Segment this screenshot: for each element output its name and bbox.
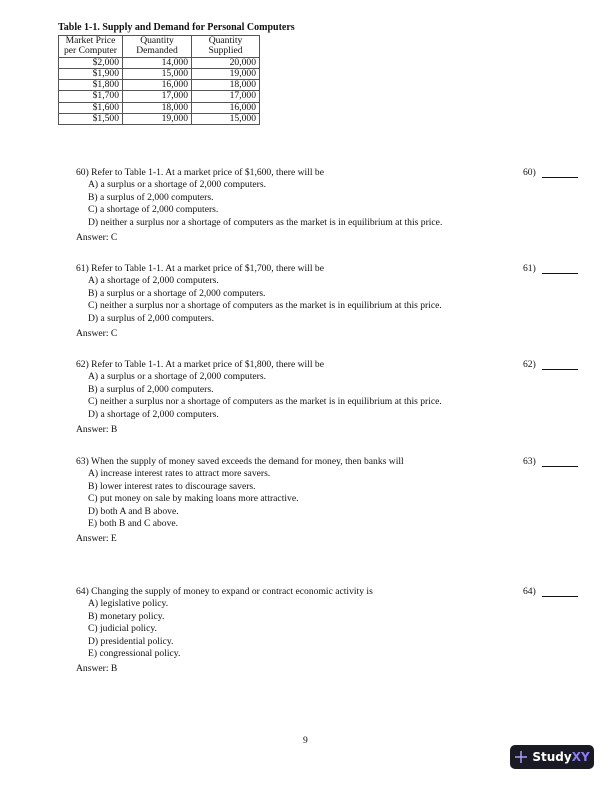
question-62 xyxy=(76,359,546,436)
answer-option: B) a surplus or a shortage of 2,000 computers. xyxy=(88,287,266,299)
table-cell: 15,000 xyxy=(123,68,192,79)
answer-option: E) both B and C above. xyxy=(88,518,179,530)
table-cell: $1,500 xyxy=(59,114,123,125)
answer-blank xyxy=(542,466,578,467)
answer-option: C) put money on sale by making loans more attractive. xyxy=(88,493,299,505)
table-cell: 16,000 xyxy=(123,80,192,91)
table-cell: 15,000 xyxy=(192,114,260,125)
header-text: Supplied xyxy=(208,45,243,57)
question-text: 61) Refer to Table 1-1. At a market price of $1,700, there will be xyxy=(76,263,324,274)
table-row xyxy=(59,68,260,79)
answer-option: B) a surplus of 2,000 computers. xyxy=(88,383,214,395)
answer-option: C) a shortage of 2,000 computers. xyxy=(88,204,219,216)
table-cell: 19,000 xyxy=(123,114,192,125)
answer-option: A) increase interest rates to attract more savers. xyxy=(88,468,271,480)
answer-key: Answer: B xyxy=(76,663,118,675)
logo-text: Study xyxy=(532,750,572,764)
question-64 xyxy=(76,586,546,676)
question-60 xyxy=(76,167,546,244)
table-cell: 16,000 xyxy=(192,102,260,113)
answer-key: Answer: E xyxy=(76,533,117,545)
header-text: per Computer xyxy=(63,45,118,57)
table-row xyxy=(59,57,260,68)
table-cell: 20,000 xyxy=(192,57,260,68)
question-number: 63) xyxy=(523,456,536,467)
table-cell: 17,000 xyxy=(192,91,260,102)
table-header-row xyxy=(59,36,260,58)
question-number: 61) xyxy=(523,263,536,274)
header-text: Demanded xyxy=(136,45,178,57)
table-cell: 18,000 xyxy=(123,102,192,113)
table-row xyxy=(59,114,260,125)
header-text: Quantity xyxy=(208,35,243,46)
question-text: 62) Refer to Table 1-1. At a market price of $1,800, there will be xyxy=(76,359,324,370)
answer-option: D) neither a surplus nor a shortage of computers as the market is in equilibrium at this price. xyxy=(88,216,443,228)
header-text: Quantity xyxy=(140,35,174,46)
answer-blank xyxy=(542,369,578,370)
answer-blank xyxy=(542,273,578,274)
table-cell: 18,000 xyxy=(192,80,260,91)
header-text: Market Price xyxy=(65,35,116,46)
answer-option: A) a surplus or a shortage of 2,000 computers. xyxy=(88,371,266,383)
answer-option: A) a shortage of 2,000 computers. xyxy=(88,275,219,287)
answer-option: C) judicial policy. xyxy=(88,623,157,635)
answer-option: B) lower interest rates to discourage savers. xyxy=(88,480,256,492)
table-cell: $1,700 xyxy=(59,91,123,102)
answer-key: Answer: C xyxy=(76,328,118,340)
answer-key: Answer: B xyxy=(76,424,118,436)
question-number: 62) xyxy=(523,359,536,370)
answer-key: Answer: C xyxy=(76,232,118,244)
question-number: 64) xyxy=(523,586,536,597)
table-cell: 19,000 xyxy=(192,68,260,79)
answer-blank xyxy=(542,177,578,178)
question-63 xyxy=(76,456,546,546)
answer-option: E) congressional policy. xyxy=(88,648,181,660)
plus-icon xyxy=(514,750,528,764)
table-title: Table 1-1. Supply and Demand for Personal Computers xyxy=(58,22,295,33)
answer-option: B) a surplus of 2,000 computers. xyxy=(88,191,214,203)
answer-option: D) a surplus of 2,000 computers. xyxy=(88,312,215,324)
answer-blank xyxy=(542,596,578,597)
question-text: 60) Refer to Table 1-1. At a market price of $1,600, there will be xyxy=(76,167,324,178)
table-cell: $1,600 xyxy=(59,102,123,113)
answer-option: D) a shortage of 2,000 computers. xyxy=(88,408,219,420)
table-cell: $1,900 xyxy=(59,68,123,79)
answer-option: A) a surplus or a shortage of 2,000 computers. xyxy=(88,179,266,191)
answer-option: D) both A and B above. xyxy=(88,505,179,517)
table-cell: $2,000 xyxy=(59,57,123,68)
table-cell: 14,000 xyxy=(123,57,192,68)
table-row xyxy=(59,91,260,102)
answer-option: C) neither a surplus nor a shortage of computers as the market is in equilibrium at this price. xyxy=(88,300,442,312)
answer-option: C) neither a surplus nor a shortage of computers as the market is in equilibrium at this price. xyxy=(88,396,442,408)
question-61 xyxy=(76,263,546,340)
question-number: 60) xyxy=(523,167,536,178)
question-text: 63) When the supply of money saved exceeds the demand for money, then banks will xyxy=(76,456,404,467)
answer-option: D) presidential policy. xyxy=(88,635,174,647)
table-row xyxy=(59,102,260,113)
page-number: 9 xyxy=(303,735,308,746)
logo-text-xy: XY xyxy=(571,750,590,764)
answer-option: A) legislative policy. xyxy=(88,598,169,610)
table-row xyxy=(59,80,260,91)
table-cell: $1,800 xyxy=(59,80,123,91)
table-cell: 17,000 xyxy=(123,91,192,102)
supply-demand-table xyxy=(58,35,260,125)
question-text: 64) Changing the supply of money to expand or contract economic activity is xyxy=(76,586,373,597)
studyxy-logo xyxy=(510,745,594,769)
answer-option: B) monetary policy. xyxy=(88,610,165,622)
